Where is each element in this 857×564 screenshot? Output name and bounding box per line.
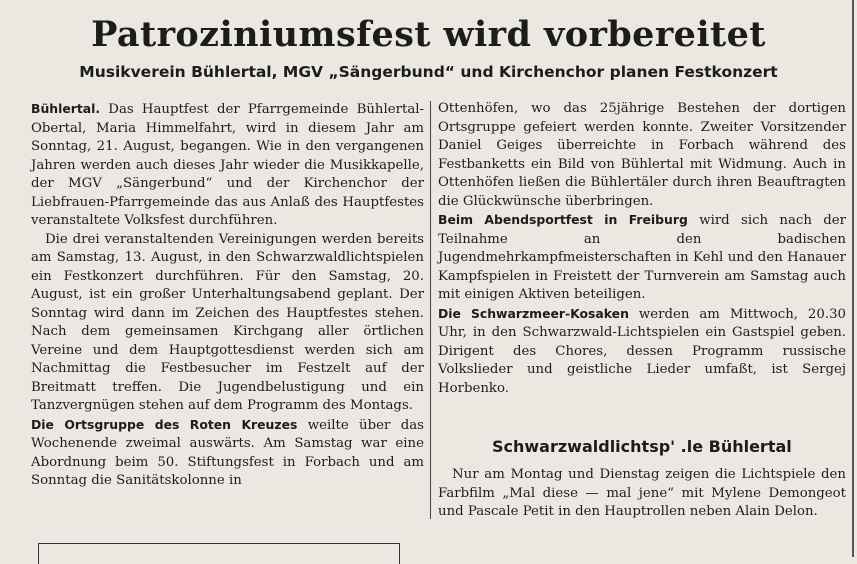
paragraph-cossacks — [438, 305, 846, 399]
article-headline: Patroziniumsfest wird vorbereitet — [91, 14, 766, 55]
paragraph-text: werden am Mittwoch, 20.30 Uhr, in den Schwarzwald-Lichtspielen ein Gastspiel geben. Dirigent des Chores, dessen Programm russische Volkslieder und geistliche Lieder umfaßt, ist Sergej Horbenko. — [438, 306, 846, 396]
dateline: Bühlertal. — [31, 101, 101, 116]
paragraph-continuation: Ottenhöfen, wo das 25jährige Bestehen der dortigen Ortsgruppe gefeiert werden konnte. Zweiter Vorsitzender Daniel Geiges überreichte in Forbach während des Festbanketts ein Bild von Bühlertal mit Widmung. Auch in Ottenhöfen ließen die Bühlertäler durch ihren Beauftragten die Glückwünsche überbringen. — [438, 101, 846, 209]
column-divider — [430, 101, 431, 519]
paragraph-events: Die drei veranstaltenden Vereinigungen werden bereits am Samstag, 13. August, in den Schwarzwaldlichtspielen ein Festkonzert durchführen. Für den Samstag, 20. August, ist ein großer Unterhaltungsabend geplant. Der Sonntag wird dann im Zeichen des Hauptfestes stehen. Nach dem gemeinsamen Kirchgang aller örtlichen Vereine und dem Hauptgottesdienst werden sich am Nachmittag die Festbesucher im Festzelt auf der Breitmatt treffen. Die Jugendbelustigung und ein Tanzvergnügen stehen auf dem Programm des Montags. — [31, 231, 424, 413]
paragraph-text: Das Hauptfest der Pfarrgemeinde Bühlertal-Obertal, Maria Himmelfahrt, wird in diesem Jahr am Sonntag, 21. August, begangen. Wie in den vergangenen Jahren werden auch dieses Jahr wieder die Musikkapelle, der MGV „Sängerbund“ und der Kirchenchor der Liebfrauen-Pfarrgemeinde das aus Anlaß des Hauptfestes veranstaltete Volksfest durchführen. — [31, 102, 424, 228]
paragraph-text: wird sich nach der Teilnahme an den badischen Jugendmehrkampfmeisterschaften in Kehl und den Hanauer Kampfspielen in Freistett der Turnverein am Samstag auch mit einigen Aktiven beteiligen. — [438, 213, 846, 302]
left-column — [31, 100, 424, 491]
page-edge-rule — [852, 0, 854, 557]
article-subheadline: Musikverein Bühlertal, MGV „Sängerbund“ und Kirchenchor planen Festkonzert — [79, 63, 778, 81]
paragraph-lead: Beim Abendsportfest in Freiburg — [438, 212, 688, 227]
paragraph-red-cross — [31, 416, 424, 491]
paragraph-lead: Die Schwarzmeer-Kosaken — [438, 305, 629, 321]
section-heading: Schwarzwaldlichtsp' .le Bühlertal — [492, 437, 792, 456]
paragraph-film: Nur am Montag und Dienstag zeigen die Lichtspiele den Farbfilm „Mal diese — mal jene“ mit Mylene Demongeot und Pascale Petit in den Hauptrollen neben Alain Delon. — [438, 467, 846, 519]
paragraph-lead: Die Ortsgruppe des Roten Kreuzes — [31, 416, 298, 432]
next-article-box — [38, 543, 400, 564]
paragraph-intro — [31, 100, 424, 231]
paragraph-sport — [438, 211, 846, 305]
right-column-lower — [438, 466, 846, 522]
paragraph-text: weilte über das Wochenende zweimal auswärts. Am Samstag war eine Abordnung beim 50. Stiftungsfest in Forbach und am Sonntag die Sanitätskolonne in — [31, 417, 424, 488]
right-column — [438, 100, 846, 398]
